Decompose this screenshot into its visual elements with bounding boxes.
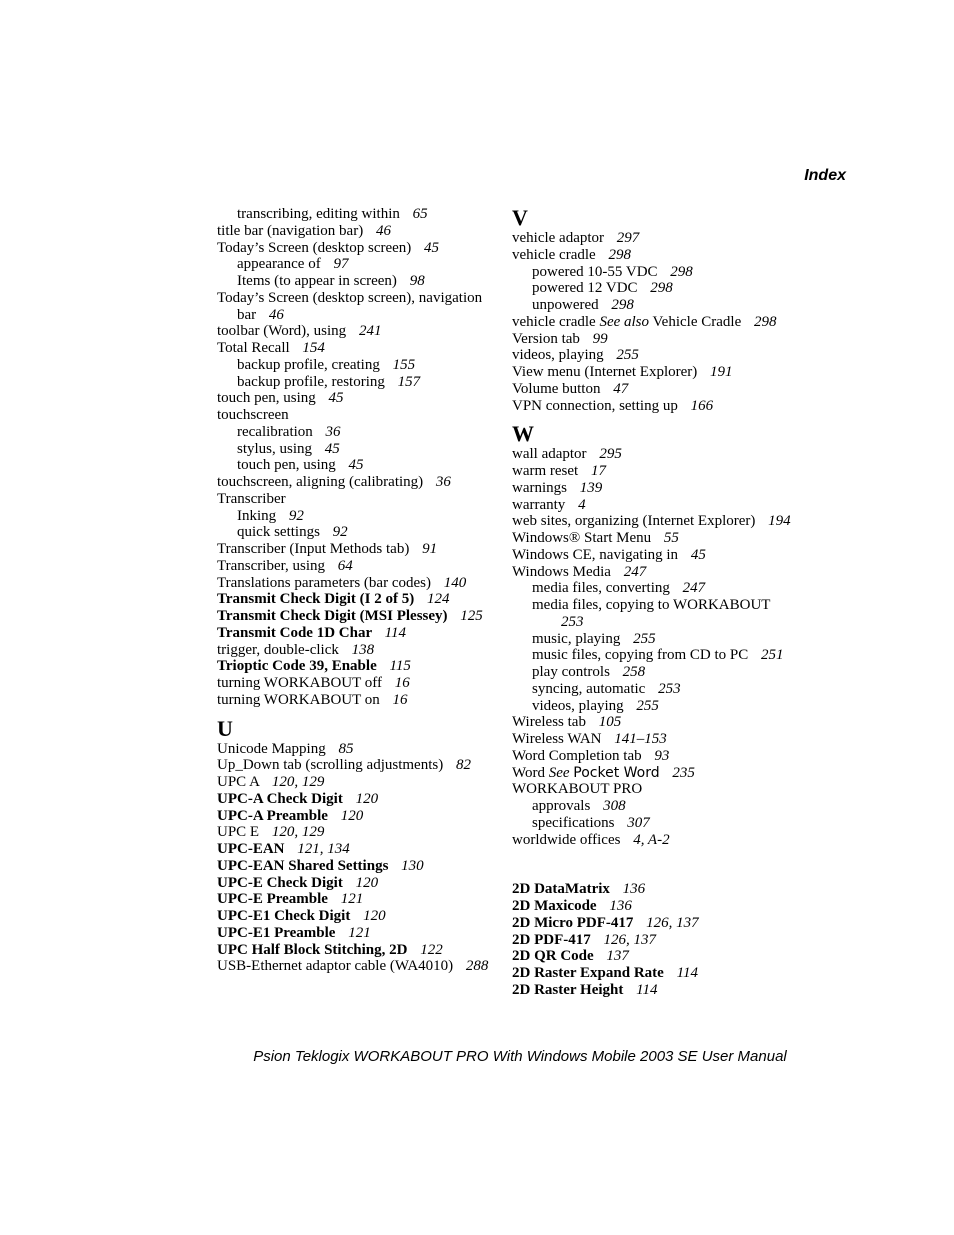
index-term: Wireless WAN <box>512 731 602 747</box>
page-number: 91 <box>422 541 438 557</box>
index-entry <box>217 474 495 491</box>
page-number: 251 <box>761 647 784 664</box>
index-subentry <box>512 297 802 314</box>
index-term: powered 10-55 VDC <box>532 263 658 280</box>
index-letter-heading: W <box>512 421 534 447</box>
index-term: syncing, automatic <box>532 680 646 697</box>
index-entry <box>512 898 802 915</box>
index-entry <box>512 982 802 999</box>
page-number: 139 <box>579 479 603 496</box>
index-entry <box>217 625 495 642</box>
index-term: VPN connection, setting up <box>512 397 678 414</box>
index-entry <box>512 714 802 731</box>
index-term: Word <box>512 764 545 781</box>
index-subentry <box>512 264 802 281</box>
page-number: 114 <box>676 965 698 981</box>
index-term: UPC E <box>217 824 260 841</box>
index-term: UPC A <box>217 774 260 790</box>
page-number: 247 <box>682 580 706 597</box>
index-term: Items (to appear in screen) <box>237 273 397 289</box>
index-entry <box>512 748 802 765</box>
page-number: 298 <box>753 313 777 330</box>
index-letter-heading: V <box>512 205 528 230</box>
index-term: videos, playing <box>532 697 624 714</box>
page-number: 120 <box>363 908 386 924</box>
page-number: 114 <box>384 624 407 641</box>
page-number: 99 <box>592 330 608 347</box>
page-number: 120 <box>355 790 379 807</box>
index-term: USB-Ethernet adaptor cable (WA4010) <box>217 958 454 975</box>
index-term: backup profile, creating <box>237 356 380 373</box>
index-entry <box>512 765 802 782</box>
index-term: Word Completion tab <box>512 747 642 764</box>
index-entry <box>512 915 802 932</box>
index-subentry <box>512 815 802 832</box>
index-term: UPC Half Block Stitching, 2D <box>217 941 408 958</box>
index-entry <box>217 692 495 709</box>
index-term: UPC-EAN <box>217 841 285 857</box>
page-number: 93 <box>654 747 670 764</box>
page-number: 45 <box>690 546 706 563</box>
index-term: transcribing, editing within <box>237 206 400 222</box>
index-letter-heading: U <box>217 715 233 741</box>
index-term: Windows CE, navigating in <box>512 546 679 563</box>
index-subentry <box>217 441 495 458</box>
index-entry <box>512 463 802 480</box>
page-number: 288 <box>465 958 489 975</box>
page-number: 191 <box>710 364 733 380</box>
index-term: music, playing <box>532 630 621 647</box>
index-entry <box>217 908 495 925</box>
index-entry <box>512 480 802 497</box>
index-term: trigger, double-click <box>217 641 339 658</box>
page-number: 255 <box>633 630 656 647</box>
index-term: powered 12 VDC <box>532 280 638 297</box>
page-number: 307 <box>627 814 650 831</box>
index-term: Transmit Check Digit (MSI Plessey) <box>217 608 448 624</box>
page-number: 255 <box>636 697 659 714</box>
index-entry <box>217 340 495 357</box>
index-entry <box>217 958 495 975</box>
index-entry <box>512 347 802 364</box>
index-term: Trioptic Code 39, Enable <box>217 658 377 675</box>
page-number: 82 <box>455 757 471 774</box>
page-number: 45 <box>324 440 340 457</box>
index-term: UPC-E1 Check Digit <box>217 908 351 924</box>
index-term: Inking <box>237 507 277 524</box>
index-subentry <box>217 206 495 223</box>
page-number: 16 <box>392 691 408 708</box>
index-entry <box>217 757 495 774</box>
index-term: WORKABOUT PRO <box>512 781 643 798</box>
index-term: vehicle cradle <box>512 246 596 263</box>
index-entry <box>217 290 495 324</box>
index-term: appearance of <box>237 256 321 273</box>
page-number: 126, 137 <box>646 914 699 931</box>
index-term: videos, playing <box>512 347 604 364</box>
index-term: turning WORKABOUT on <box>217 691 380 708</box>
index-term: 2D DataMatrix <box>512 881 610 898</box>
page-number: 121 <box>348 924 371 941</box>
page-number: 120 <box>355 874 379 891</box>
page-number: 126, 137 <box>603 931 656 948</box>
index-entry <box>217 675 495 692</box>
index-term: touch pen, using <box>237 457 336 474</box>
index-entry <box>512 398 802 415</box>
index-subentry <box>512 681 802 698</box>
index-entry <box>217 591 495 608</box>
page-number: 120 <box>340 807 364 824</box>
index-term: turning WORKABOUT off <box>217 675 382 691</box>
page-number: 55 <box>663 530 679 546</box>
index-entry <box>512 381 802 398</box>
page-number: 140 <box>443 574 467 591</box>
index-entry <box>217 323 495 340</box>
index-entry <box>217 925 495 942</box>
page-number: 92 <box>288 507 304 524</box>
page-number: 64 <box>337 557 353 574</box>
index-term: recalibration <box>237 423 313 440</box>
index-term: worldwide offices <box>512 831 621 848</box>
page-number: 17 <box>590 463 606 479</box>
page-number: 105 <box>598 714 622 731</box>
index-entry <box>512 530 802 547</box>
index-entry <box>217 541 495 558</box>
page-number: 253 <box>658 680 681 697</box>
index-entry <box>217 824 495 841</box>
index-entry <box>512 731 802 748</box>
index-term: media files, copying to WORKABOUT <box>532 597 771 613</box>
index-term: quick settings <box>237 524 320 541</box>
index-term: Version tab <box>512 330 580 347</box>
index-entry <box>217 791 495 808</box>
index-subentry <box>512 798 802 815</box>
index-entry <box>217 223 495 240</box>
page-number: 45 <box>424 239 440 256</box>
index-term: warranty <box>512 496 566 513</box>
index-entry <box>512 932 802 949</box>
index-term: approvals <box>532 798 591 814</box>
page-number: 125 <box>460 608 483 624</box>
index-term: 2D Micro PDF-417 <box>512 914 634 931</box>
index-entry <box>512 513 802 530</box>
page-number: 154 <box>302 340 325 356</box>
index-term: unpowered <box>532 297 599 313</box>
page-number: 120, 129 <box>271 774 325 790</box>
index-term: play controls <box>532 664 610 680</box>
index-term: UPC-A Preamble <box>217 807 328 824</box>
index-entry <box>217 240 495 257</box>
see-target: Vehicle Cradle <box>652 313 742 330</box>
index-term: Unicode Mapping <box>217 740 326 757</box>
page-number: 298 <box>611 297 634 313</box>
page-number: 45 <box>328 390 344 407</box>
page-number: 121, 134 <box>297 841 350 857</box>
page-number: 46 <box>375 222 391 239</box>
page-number: 255 <box>616 347 639 364</box>
page-number: 295 <box>599 446 622 463</box>
index-column-right <box>512 206 802 999</box>
index-entry <box>512 832 802 849</box>
index-subentry <box>512 631 802 648</box>
index-term: View menu (Internet Explorer) <box>512 364 698 380</box>
index-term: backup profile, restoring <box>237 373 385 390</box>
index-subentry <box>217 457 495 474</box>
index-term: Up_Down tab (scrolling adjustments) <box>217 757 444 774</box>
page-number: 136 <box>622 881 646 898</box>
index-term: Transcriber <box>217 490 286 507</box>
page-number: 241 <box>358 323 382 340</box>
page-number: 120, 129 <box>271 824 325 841</box>
index-entry <box>512 881 802 898</box>
index-term: Transcriber, using <box>217 557 326 574</box>
index-term: Transmit Code 1D Char <box>217 624 372 641</box>
index-entry <box>512 497 802 514</box>
page-number: 47 <box>613 380 629 397</box>
page-number: 45 <box>348 457 364 474</box>
index-subentry <box>512 647 802 664</box>
index-term: 2D Raster Height <box>512 981 624 998</box>
index-entry <box>512 230 802 247</box>
index-entry <box>512 781 802 798</box>
page-number: 36 <box>325 423 341 440</box>
index-subentry <box>217 273 495 290</box>
page-number: 97 <box>333 256 349 273</box>
index-entry <box>217 642 495 659</box>
index-subentry <box>512 664 802 681</box>
index-subentry <box>512 580 802 597</box>
see-reference: See also <box>599 313 650 330</box>
index-term: warnings <box>512 479 567 496</box>
page-number: 4 <box>578 496 586 513</box>
index-term: stylus, using <box>237 440 313 457</box>
page-number: 235 <box>672 764 695 781</box>
index-subentry <box>512 597 802 631</box>
index-term: UPC-A Check Digit <box>217 790 343 807</box>
page-number: 298 <box>650 280 673 297</box>
index-entry <box>217 808 495 825</box>
index-term: Windows® Start Menu <box>512 530 652 546</box>
index-term: Transcriber (Input Methods tab) <box>217 541 410 557</box>
page-number: 130 <box>401 857 424 874</box>
index-subentry <box>217 374 495 391</box>
index-entry <box>217 774 495 791</box>
page-number: 114 <box>636 981 658 998</box>
index-entry <box>217 741 495 758</box>
index-column-left <box>217 206 495 975</box>
page-number: 92 <box>332 524 348 541</box>
index-entry <box>512 547 802 564</box>
index-term: Today’s Screen (desktop screen), navigation bar <box>217 289 483 323</box>
index-term: UPC-EAN Shared Settings <box>217 857 389 874</box>
index-term: 2D PDF-417 <box>512 931 591 948</box>
index-term: touchscreen, aligning (calibrating) <box>217 474 424 490</box>
index-subentry <box>217 357 495 374</box>
page-number: 65 <box>412 206 428 222</box>
index-entry <box>217 841 495 858</box>
index-entry <box>512 564 802 581</box>
page-number: 136 <box>609 898 632 914</box>
index-subentry <box>512 698 802 715</box>
page-number: 85 <box>338 740 354 757</box>
index-term: Volume button <box>512 380 601 397</box>
index-subentry <box>217 524 495 541</box>
index-entry <box>217 491 495 508</box>
index-entry <box>512 331 802 348</box>
page-number: 138 <box>351 641 375 658</box>
index-entry <box>512 314 802 331</box>
index-term: touchscreen <box>217 407 289 423</box>
page-number: 155 <box>392 356 416 373</box>
index-term: specifications <box>532 814 615 831</box>
page-number: 157 <box>397 373 421 390</box>
page-number: 298 <box>608 246 631 263</box>
index-entry <box>512 364 802 381</box>
index-term: Total Recall <box>217 340 290 356</box>
see-reference: See <box>548 764 570 781</box>
index-term: Windows Media <box>512 563 611 580</box>
index-term: toolbar (Word), using <box>217 323 347 340</box>
index-entry <box>217 390 495 407</box>
page-number: 124 <box>426 591 450 608</box>
index-subentry <box>217 508 495 525</box>
page-number: 308 <box>603 798 626 814</box>
index-term: title bar (navigation bar) <box>217 222 364 239</box>
page-number: 166 <box>690 397 714 414</box>
index-entry <box>217 575 495 592</box>
index-term: vehicle adaptor <box>512 230 605 246</box>
page-number: 258 <box>622 664 646 680</box>
index-term: music files, copying from CD to PC <box>532 647 749 664</box>
page-number: 4, A-2 <box>633 831 670 848</box>
index-entry <box>217 858 495 875</box>
page-number: 247 <box>623 563 647 580</box>
page-number: 46 <box>268 306 284 323</box>
index-term: wall adaptor <box>512 446 587 463</box>
index-term: UPC-E Preamble <box>217 891 328 908</box>
page-number: 141–153 <box>614 731 667 747</box>
index-entry <box>217 875 495 892</box>
index-entry <box>217 658 495 675</box>
index-entry <box>217 942 495 959</box>
index-subentry <box>217 256 495 273</box>
page-number: 298 <box>670 263 693 280</box>
index-term: Translations parameters (bar codes) <box>217 574 431 591</box>
index-term: media files, converting <box>532 580 670 597</box>
index-term: UPC-E1 Preamble <box>217 924 336 941</box>
page-header-title: Index <box>804 167 846 184</box>
index-entry <box>217 558 495 575</box>
section-gap <box>512 848 802 881</box>
page-number: 16 <box>394 675 410 691</box>
index-entry <box>217 608 495 625</box>
page-number: 137 <box>606 948 629 965</box>
page-number: 194 <box>768 513 791 530</box>
index-term: Transmit Check Digit (I 2 of 5) <box>217 591 415 608</box>
index-entry <box>217 891 495 908</box>
index-subentry <box>217 424 495 441</box>
index-subentry <box>512 280 802 297</box>
index-entry <box>512 965 802 982</box>
index-entry <box>512 247 802 264</box>
index-term: UPC-E Check Digit <box>217 874 343 891</box>
index-term: touch pen, using <box>217 390 316 407</box>
index-entry <box>512 948 802 965</box>
see-target: Pocket Word <box>573 764 660 781</box>
index-term: vehicle cradle <box>512 313 596 330</box>
page-number: 253 <box>561 613 584 630</box>
index-term: 2D Raster Expand Rate <box>512 965 664 981</box>
index-term: 2D QR Code <box>512 948 594 965</box>
index-term: warm reset <box>512 463 579 479</box>
index-term: 2D Maxicode <box>512 898 597 914</box>
page-number: 121 <box>340 891 364 908</box>
page-number: 115 <box>389 658 411 675</box>
page-number: 98 <box>409 273 425 289</box>
page-number: 297 <box>616 230 640 246</box>
page-footer: Psion Teklogix WORKABOUT PRO With Windows Mobile 2003 SE User Manual <box>253 1048 787 1065</box>
index-term: Today’s Screen (desktop screen) <box>217 239 412 256</box>
index-term: Wireless tab <box>512 714 586 731</box>
index-term: web sites, organizing (Internet Explorer) <box>512 513 756 530</box>
page-number: 36 <box>435 474 451 490</box>
page-number: 122 <box>420 941 443 958</box>
index-entry <box>512 446 802 463</box>
index-entry <box>217 407 495 424</box>
